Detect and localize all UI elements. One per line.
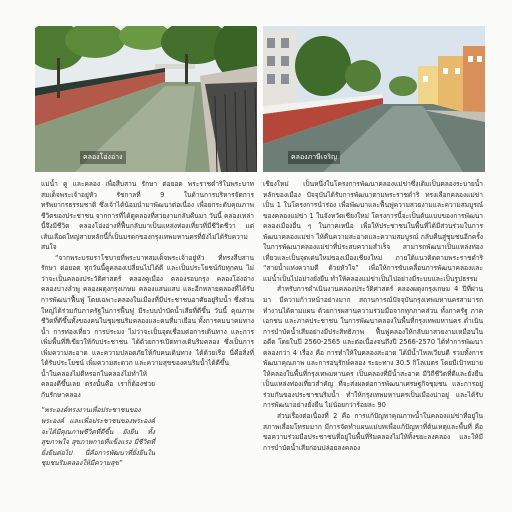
article-paragraph: ส่วนเรื่องต่อเนื่องที่ 2 คือ การแก้ปัญหาคุณภาพน้ำในคลองแม่ข่าที่อยู่ในสภาพเสื่อมโทรมมาก มีการจัดทำแผนแม่บทเพื่อแก้ปัญหาที่ต้นเหตุและพื้นที่ คือ ขอความร่วมมือประชาชนที่อยู่ในพื้นที่ริมคลองไม่ให้ทิ้งขยะลงคลอง และให้มีการบำบัดน้ำเสียก่อนปล่อยลงคลอง [263, 412, 483, 452]
article-column-left [41, 179, 254, 512]
photo-caption-left: คลองโอ่งอ่าง [80, 151, 126, 164]
photo-caption-right: คลองภาษีเจริญ [288, 151, 340, 164]
article-paragraph: “จากพระบรมราโชบายที่พระบาทสมเด็จพระเจ้าอยู่หัว ที่ทรงสืบสาน รักษา ต่อยอด ทุกวันนี้ดูคลองเปลี่ยนไปได้ดี และเป็นประโยชน์กับทุกคน ไม่ว่าจะเป็นคลองประวัติศาสตร์ คลองคูเมือง คลองรอบกรุง คลองโอ่งอ่าง คลองบางลำพู คลองผดุงกรุงเกษม คลองแสนแสบ และอีกหลายคลองที่ได้รับการพัฒนาฟื้นฟู โดยเฉพาะคลองในเมืองที่มีประชาชนอาศัยอยู่ริมน้ำ ซึ่งส่วนใหญ่ได้ร่วมกับภาครัฐในการฟื้นฟู มีระบบบำบัดน้ำเสียที่ดีขึ้น วันนี้ คุณภาพชีวิตที่ดีขึ้นทั้งของคนในชุมชนริมคลองและคนที่มาเยือน ทั้งการคมนาคมทางน้ำ การท่องเที่ยว การประมง ไม่ว่าจะเป็นจุดเชื่อมต่อการเดินทาง และการเพิ่มพื้นที่สีเขียวให้กับประชาชน ได้ด้วยการเปิดทางเดินริมคลอง ซึ่งเป็นการเพิ่มความสะอาด และความปลอดภัยให้กับคนเดินทาง ได้ด้วยเรือ นี่คือสิ่งที่ได้รับประโยชน์ เพิ่มความสะดวก และความสุขของคนริมน้ำได้ดีขึ้น [41, 253, 254, 368]
canal-illustration-left [35, 26, 257, 172]
article-paragraph: น้ำในคลองไม่ดีหรอกในคลองไม่ทำให้คลองดีขึ้นเลย ตรงนั้นคือ เราก็ต้องช่วยกันรักษาคลอง [41, 369, 155, 399]
article-column-right [263, 179, 483, 512]
canal-photo-left [35, 26, 257, 172]
pull-quote: “พระองค์ทรงงานเพื่อประชาชนของพระองค์ และเพื่อประชาชนของพระองค์จะได้มีคุณภาพชีวิตที่ดีขึ้น ยังยืน ทั้งสุขภาพใจ สุขภาพกายที่แข็งแรง มีชีวิตที่ยั่งยืนต่อไป นี่คือการพัฒนาที่ยั่งยืนในชุมชนริมคลองให้มีความสุข” [41, 406, 155, 468]
article-paragraph: สำหรับการดำเนินงานคลองประวัติศาสตร์ คลองผดุงกรุงเกษม 4 ปีที่ผ่านมา มีความก้าวหน้าอย่างมาก สถานการณ์ปัจจุบันกรุงเทพมหานครสามารถทำงานได้ตามแผน ด้วยการผสานความร่วมมือจากทุกภาคส่วน ทั้งภาครัฐ ภาคเอกชน และภาคประชาชน ในการพัฒนาคลองในพื้นที่กรุงเทพมหานคร ดำเนินการบำบัดน้ำเสียอย่างมีประสิทธิภาพ ฟื้นฟูคลองให้กลับมาสวยงามเหมือนในอดีต โดยในปี 2560-2565 และต่อเนื่องจนถึงปี 2566-2570 ได้ทำการพัฒนาคลองกว่า 4 เรื่อง คือ การทำให้ในคลองสะอาด ได้มีน้ำไหลเวียนดี รวมทั้งการพัฒนาคุณภาพ และการอนุรักษ์คลอง ระยะทาง 30.5 กิโลเมตร โดยมีเป้าหมายให้คลองในพื้นที่กรุงเทพมหานคร เป็นคลองที่มีน้ำสะอาด มีวิถีชีวิตที่ดีและยั่งยืนเป็นแหล่งท่องเที่ยวสำคัญ ที่จะส่งผลต่อการพัฒนาเศรษฐกิจชุมชน และการอยู่ร่วมกันของประชาชนริมน้ำ ทำให้กรุงเทพมหานครเป็นเมืองน่าอยู่ และได้รับการพัฒนาอย่างยั่งยืน ไม่น้อยกว่าร้อยละ 90 [263, 285, 483, 410]
article-paragraph: เชียงใหม่ เป็นหนึ่งในโครงการพัฒนาคลองแม่ข่าซึ่งเดิมเป็นคลองระบายน้ำหลักของเมือง ปัจจุบันได้รับการพัฒนาตามพระราชดำริ ทรงเลือกคลองแม่ข่าเป็น 1 ในโครงการนำร่อง เพื่อพัฒนาและฟื้นฟูความสวยงามและความสมบูรณ์ของคลองแม่ข่า 1 ในจังหวัดเชียงใหม่ โครงการนี้จะเป็นต้นแบบของการพัฒนาคลองเมืองอื่น ๆ ในภาคเหนือ เพื่อให้ประชาชนในพื้นที่ได้มีส่วนร่วมในการพัฒนาคลองแม่ข่า ให้คืนความสะอาดและความสมบูรณ์ กลับคืนสู่ชุมชนอีกครั้ง ในการพัฒนาคลองแม่ข่าที่ประสบความสำเร็จ สามารถพัฒนาเป็นแหล่งท่องเที่ยวและเป็นจุดเด่นใหม่ของเมืองเชียงใหม่ ภายใต้แนวคิดตามพระราชดำริ “สายน้ำแห่งความดี ด้วยหัวใจ” เพื่อให้การขับเคลื่อนการพัฒนาคลองและแม่น้ำเป็นไปอย่างยั่งยืน ทำให้คลองแม่ข่าเป็นไปอย่างมีระบบและเป็นรูปธรรม [263, 180, 483, 283]
canal-photo-right [263, 26, 485, 172]
article-paragraph: แม่น้ำ คู และคลอง เพื่อสืบสาน รักษา ต่อยอด พระราชดำริในพระบาทสมเด็จพระเจ้าอยู่หัว รัชกาลที่ 9 ในด้านการบริหารจัดการทรัพยากรธรรมชาติ ซึ่งเจ้าได้น้อมนำมาพัฒนาต่อเนื่อง เพื่อยกระดับคุณภาพชีวิตของประชาชน จากการที่ได้ดูคลองที่สวยงามกลับคืนมา วันนี้ คลองเหล่านี้จึงมีชีวิต คลองโอ่งอ่างที่ฟื้นกลับมาเป็นแหล่งท่องเที่ยวที่มีชีวิตชีวา แต่เส้นเลือดใหญ่สายหลักนี้ก็เป็นมรดกของกรุงเทพมหานครที่ยังไม่ได้รับความสนใจ [41, 180, 254, 252]
